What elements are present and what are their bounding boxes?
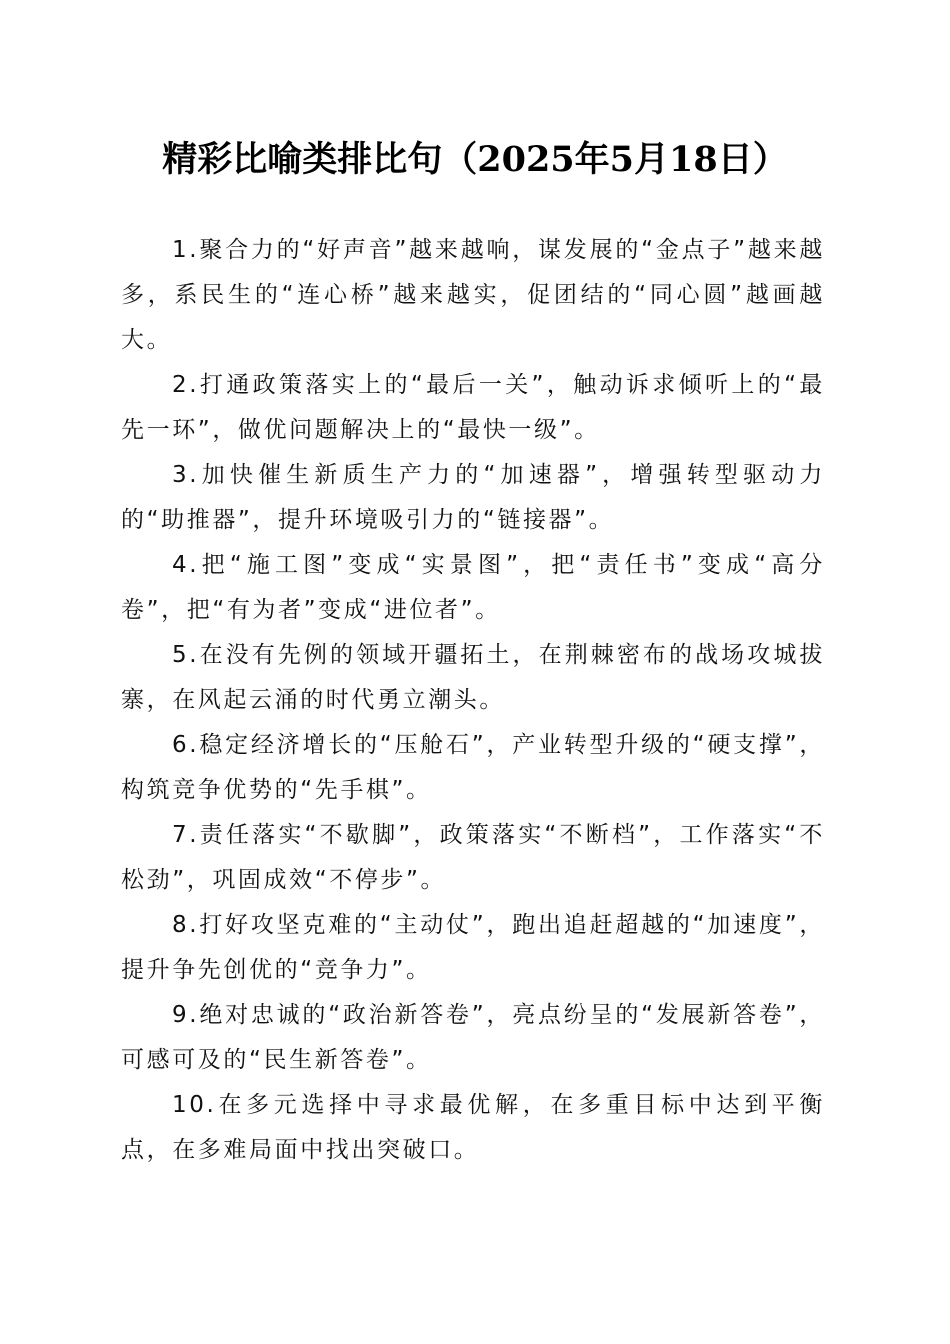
document-body: [121, 228, 825, 1173]
paragraph-9: 9.绝对忠诚的“政治新答卷”，亮点纷呈的“发展新答卷”，可感可及的“民生新答卷”。: [121, 1002, 825, 1073]
paragraph-3: 3.加快催生新质生产力的“加速器”，增强转型驱动力的“助推器”，提升环境吸引力的“链接器”。: [121, 462, 825, 533]
paragraph-2: 2.打通政策落实上的“最后一关”，触动诉求倾听上的“最先一环”，做优问题解决上的“最快一级”。: [121, 372, 825, 443]
paragraph-7: 7.责任落实“不歇脚”，政策落实“不断档”，工作落实“不松劲”，巩固成效“不停步”。: [121, 822, 825, 893]
paragraph-4: 4.把“施工图”变成“实景图”，把“责任书”变成“高分卷”，把“有为者”变成“进位者”。: [121, 552, 825, 623]
paragraph-10: 10.在多元选择中寻求最优解，在多重目标中达到平衡点，在多难局面中找出突破口。: [121, 1092, 825, 1163]
paragraph-5: 5.在没有先例的领域开疆拓土，在荆棘密布的战场攻城拔寨，在风起云涌的时代勇立潮头。: [121, 642, 825, 713]
paragraph-8: 8.打好攻坚克难的“主动仗”，跑出追赶超越的“加速度”，提升争先创优的“竞争力”。: [121, 912, 825, 983]
paragraph-1: 1.聚合力的“好声音”越来越响，谋发展的“金点子”越来越多，系民生的“连心桥”越来越实，促团结的“同心圆”越画越大。: [121, 237, 825, 353]
paragraph-6: 6.稳定经济增长的“压舱石”，产业转型升级的“硬支撑”，构筑竞争优势的“先手棋”。: [121, 732, 825, 803]
document-title: 精彩比喻类排比句（2025年5月18日）: [162, 139, 788, 180]
